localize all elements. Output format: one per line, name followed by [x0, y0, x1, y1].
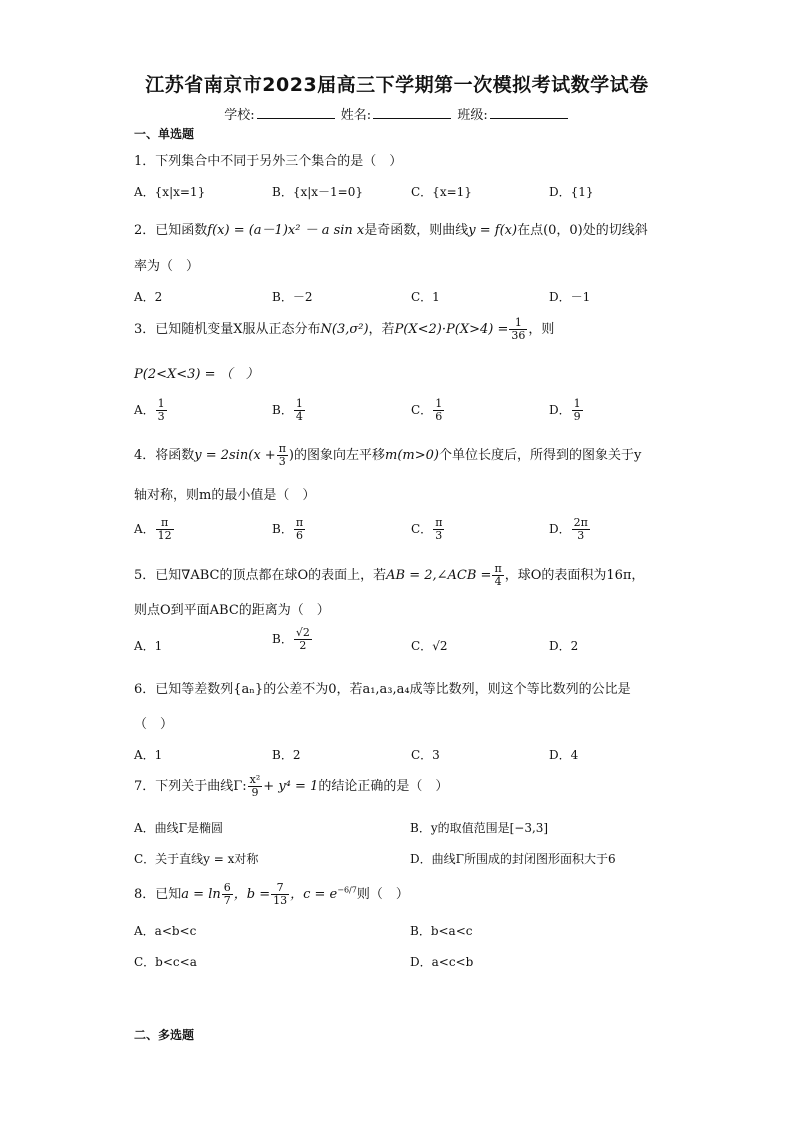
denominator: 4: [494, 575, 502, 588]
q2-text: 2．已知函数: [134, 223, 208, 238]
q3-condition: P(X<2)·P(X>4) =: [394, 322, 509, 337]
q5-option-c[interactable]: [411, 637, 447, 654]
q8-exponent: −6/7: [337, 885, 357, 895]
q5-condition: AB = 2,∠ACB =: [386, 568, 492, 583]
numerator: π: [156, 517, 174, 530]
option-fraction: [156, 517, 174, 542]
q4-text: 个单位长度后，所得到的图象关于y: [438, 448, 642, 463]
q2-stem-line2: 率为（ ）: [134, 259, 200, 274]
q6-stem: 6．已知等差数列{aₙ}的公差不为0，若a₁,a₃,a₄成等比数列，则这个等比数列的公比是: [134, 682, 631, 697]
q7-text: 的结论正确的是（ ）: [318, 779, 449, 794]
numerator: π: [278, 442, 286, 455]
denominator: 6: [435, 410, 443, 423]
q8-fraction: [271, 882, 289, 907]
option-label: C．: [411, 522, 433, 536]
class-label: 班级:: [457, 108, 488, 123]
q2-curve: y = f(x): [468, 223, 518, 238]
denominator: 13: [273, 894, 288, 907]
q3-fraction: [509, 317, 527, 342]
option-fraction: [572, 517, 590, 542]
numerator: 1: [509, 317, 527, 330]
q8-c-expression: ，c = e: [290, 887, 338, 902]
q8-stem: [134, 882, 409, 907]
q7-text: 7．下列关于曲线Γ:: [134, 779, 247, 794]
school-blank[interactable]: [257, 106, 335, 119]
option-value: √2: [432, 639, 448, 653]
q2-option-b[interactable]: B．－2: [272, 290, 313, 304]
option-label: A．: [134, 522, 155, 536]
option-fraction: [294, 398, 305, 423]
denominator: 2: [299, 639, 307, 652]
q8-fraction: [222, 882, 233, 907]
q8-text: 8．已知: [134, 887, 182, 902]
numerator: π: [435, 516, 443, 529]
numerator: 1: [157, 397, 165, 410]
section-single-choice: 一、单选题: [134, 127, 195, 141]
q5-stem-line2: 则点O到平面ABC的距离为（ ）: [134, 603, 330, 618]
denominator: 6: [295, 529, 303, 542]
q2-option-d[interactable]: D．－1: [549, 290, 591, 304]
q1-stem: 1．下列集合中不同于另外三个集合的是（ ）: [134, 154, 403, 169]
q7-fraction: [248, 774, 263, 799]
numerator: 6: [223, 881, 231, 894]
denominator: 3: [435, 529, 443, 542]
q5-fraction: [492, 563, 503, 588]
q4-stem-line2: 轴对称，则m的最小值是（ ）: [134, 488, 316, 503]
q4-shift: m(m>0): [385, 448, 439, 463]
q5-stem: [134, 563, 644, 588]
option-label: D．: [549, 403, 571, 417]
numerator: π: [295, 516, 304, 529]
q4-text: 4．将函数: [134, 448, 195, 463]
option-label: B．: [272, 403, 293, 417]
numerator: √2: [295, 626, 310, 639]
denominator: 3: [278, 455, 286, 468]
q4-stem: [134, 443, 641, 468]
q4-option-b[interactable]: [272, 517, 306, 542]
q3-expression: P(2<X<3) = （ ）: [134, 367, 259, 382]
numerator: 1: [435, 397, 443, 410]
q7-stem: [134, 774, 448, 799]
denominator: 7: [223, 894, 231, 907]
q4-option-a[interactable]: [134, 517, 175, 542]
q3-stem-line2: [134, 363, 259, 382]
option-label: C．: [411, 403, 433, 417]
option-fraction: [294, 517, 305, 542]
q3-option-d[interactable]: [549, 398, 584, 423]
q4-fraction: [277, 443, 288, 468]
exam-title: 江苏省南京市2023届高三下学期第一次模拟考试数学试卷: [145, 74, 649, 96]
option-label: C．: [411, 639, 433, 653]
q1-option-c[interactable]: C．{x=1}: [411, 185, 472, 199]
option-fraction: [294, 627, 312, 652]
q3-option-c[interactable]: [411, 398, 445, 423]
q6-option-a[interactable]: A．1: [134, 748, 163, 762]
numerator: 1: [295, 397, 303, 410]
q6-option-b[interactable]: B．2: [272, 748, 301, 762]
option-label: D．: [549, 522, 571, 536]
q3-text: ，若: [368, 322, 395, 337]
q5-option-a[interactable]: A．1: [134, 639, 163, 653]
numerator: 2π: [573, 516, 588, 529]
q2-stem: [134, 219, 648, 238]
numerator: x²: [249, 773, 261, 786]
q4-function: y = 2sin(x +: [194, 448, 276, 463]
q5-text: ，球O的表面积为16π，: [504, 568, 645, 583]
q7-option-c[interactable]: C．关于直线y = x对称: [134, 852, 259, 866]
q1-option-a[interactable]: A．{x|x=1}: [134, 185, 206, 199]
denominator: 12: [157, 529, 172, 542]
q3-option-a[interactable]: [134, 398, 168, 423]
q8-option-d[interactable]: D．a<c<b: [410, 955, 474, 969]
section-multiple-choice: 二、多选题: [134, 1028, 195, 1042]
option-label: B．: [272, 632, 293, 646]
q3-distribution: N(3,σ²): [320, 322, 369, 337]
q6-option-c[interactable]: C．3: [411, 748, 440, 762]
option-label: B．: [272, 522, 293, 536]
q2-text: 在点(0，0)处的切线斜: [517, 223, 648, 238]
q7-option-b[interactable]: B．y的取值范围是[−3,3]: [410, 821, 549, 835]
option-label: A．: [134, 403, 155, 417]
name-label: 姓名:: [340, 108, 372, 123]
q8-text: 则（ ）: [356, 887, 409, 902]
q6-option-d[interactable]: D．4: [549, 748, 579, 762]
q3-option-b[interactable]: [272, 398, 306, 423]
q4-option-d[interactable]: [549, 517, 591, 542]
q2-function: f(x) = (a－1)x² － a sin x: [207, 223, 365, 238]
q7-option-a[interactable]: A．曲线Γ是椭圆: [134, 821, 223, 835]
q8-option-a[interactable]: A．a<b<c: [134, 924, 197, 938]
numerator: 1: [573, 397, 581, 410]
option-fraction: [433, 517, 444, 542]
q1-option-d[interactable]: D．{1}: [549, 185, 594, 199]
q1-option-b[interactable]: B．{x|x－1=0}: [272, 185, 363, 199]
q4-text: )的图象向左平移: [288, 448, 385, 463]
q2-option-a[interactable]: A．2: [134, 290, 163, 304]
q5-option-d[interactable]: D．2: [549, 639, 579, 653]
option-fraction: [572, 398, 583, 423]
denominator: 36: [511, 329, 526, 342]
q8-b-expression: ，b =: [233, 887, 271, 902]
option-fraction: [156, 398, 167, 423]
q3-text: ，则: [528, 322, 555, 337]
option-fraction: [433, 398, 444, 423]
numerator: π: [494, 562, 502, 575]
q4-option-c[interactable]: [411, 517, 445, 542]
q8-a-expression: a = ln: [181, 887, 221, 902]
numerator: 7: [271, 882, 289, 895]
denominator: 9: [251, 786, 259, 799]
q5-text: 5．已知∇ABC的顶点都在球O的表面上，若: [134, 568, 387, 583]
denominator: 9: [573, 410, 581, 423]
q7-equation: + y⁴ = 1: [263, 779, 319, 794]
denominator: 3: [157, 410, 165, 423]
q2-option-c[interactable]: C．1: [411, 290, 440, 304]
q8-option-b[interactable]: B．b<a<c: [410, 924, 473, 938]
q2-text: 是奇函数，则曲线: [364, 223, 469, 238]
q5-option-b[interactable]: [272, 627, 313, 652]
q7-option-d[interactable]: D．曲线Γ所围成的封闭图形面积大于6: [410, 852, 616, 866]
school-label: 学校:: [224, 108, 255, 123]
q3-text: 3．已知随机变量X服从正态分布: [134, 322, 321, 337]
denominator: 3: [577, 529, 585, 542]
name-blank[interactable]: [373, 106, 451, 119]
q8-option-c[interactable]: C．b<c<a: [134, 955, 197, 969]
q6-stem-line2: （ ）: [134, 717, 174, 732]
denominator: 4: [295, 410, 303, 423]
student-info: [0, 104, 794, 123]
class-blank[interactable]: [490, 106, 568, 119]
q3-stem: [134, 317, 554, 342]
